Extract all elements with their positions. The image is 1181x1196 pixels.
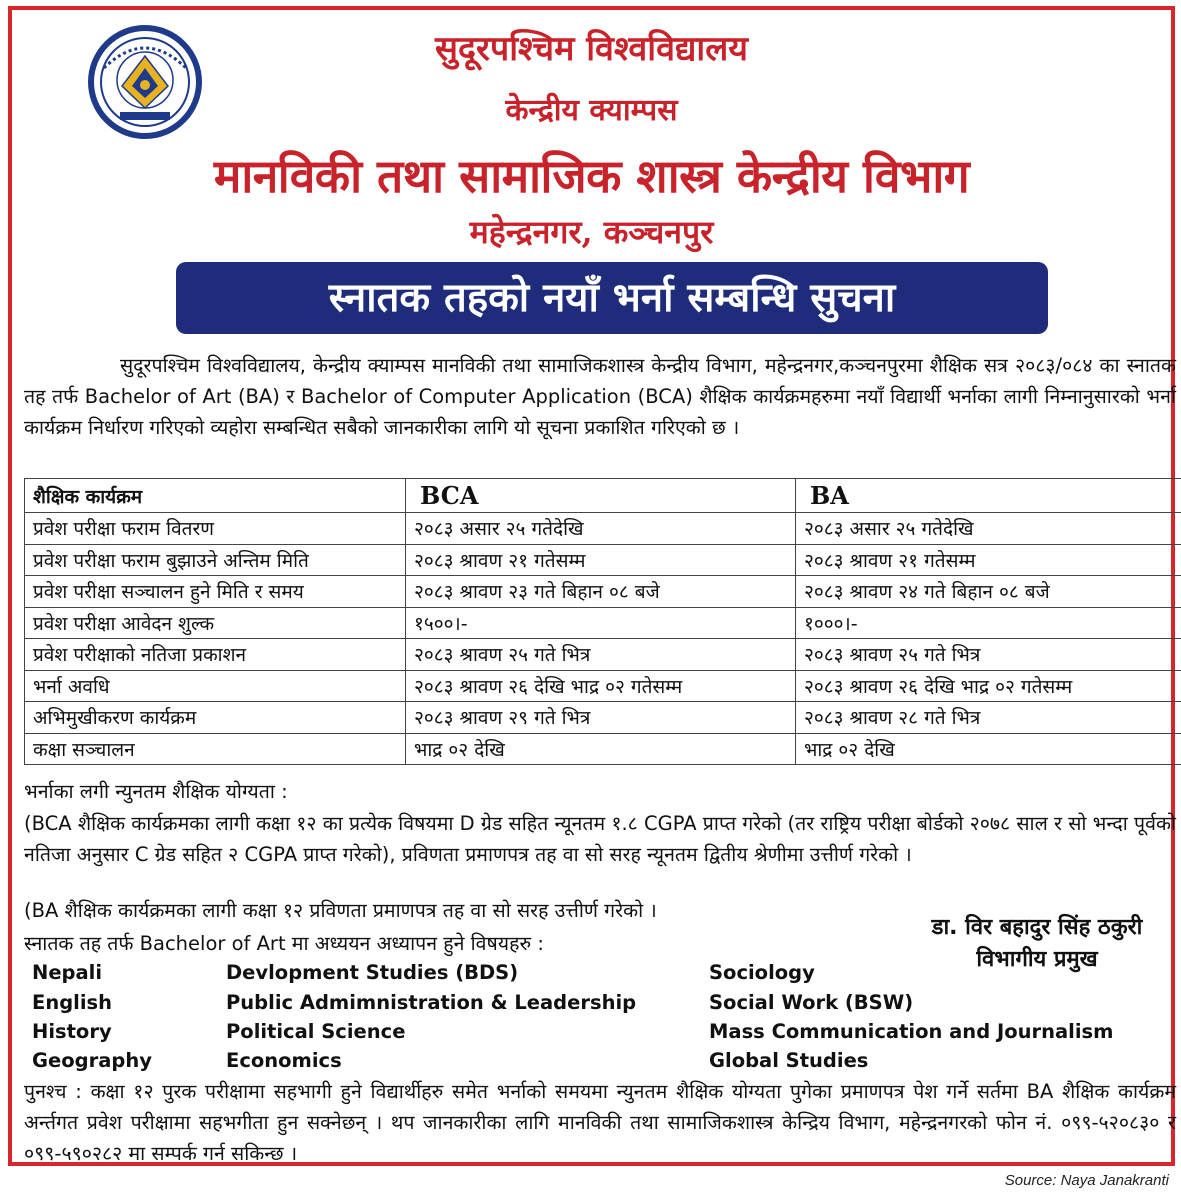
table-row <box>25 513 1181 545</box>
campus-name: केन्द्रीय क्याम्पस <box>505 93 678 128</box>
subject-item: Sociology <box>709 961 815 984</box>
bca-cell: २०८३ श्रावण २६ देखि भाद्र ०२ गतेसम्म <box>406 670 796 702</box>
subject-item: Global Studies <box>709 1049 869 1072</box>
row-label: प्रवेश परीक्षा फराम बुझाउने अन्तिम मिति <box>25 544 406 576</box>
subject-item: Geography <box>32 1049 152 1072</box>
row-label: प्रवेश परीक्षाको नतिजा प्रकाशन <box>25 639 406 671</box>
department-name: मानविकी तथा सामाजिक शास्त्र केन्द्रीय विभाग <box>213 149 970 203</box>
ba-cell: २०८३ श्रावण २५ गते भित्र <box>796 639 1181 671</box>
table-row <box>25 733 1181 765</box>
ba-cell: भाद्र ०२ देखि <box>796 733 1181 765</box>
university-name: सुदूरपश्चिम विश्वविद्यालय <box>434 29 749 69</box>
bca-cell: २०८३ श्रावण २५ गते भित्र <box>406 639 796 671</box>
subjects-list <box>32 958 1181 1078</box>
postscript-note: पुनश्च : कक्षा १२ पुरक परीक्षामा सहभागी हुने विद्यार्थीहरु समेत भर्नाको समयमा न्युनतम शैक्षिक योग्यता पुगेका प्रमाणपत्र पेश गर्ने सर्तमा BA शैक्षिक कार्यक्रम अर्न्तगत प्रवेश परीक्षामा सहभगीता हुन सक्नेछन् । थप जानकारीका लागि मानविकी तथा सामाजिकशास्त्र केन्द्रिय विभाग, महेन्द्रनगरको फोन नं. ०९९-५२०८३० र ०९९-५९०२८२ मा सम्पर्क गर्न सकिन्छ । <box>24 1080 1176 1165</box>
qualification-ba: (BA शैक्षिक कार्यक्रमका लागी कक्षा १२ प्रविणता प्रमाणपत्र तह वा सो सरह उत्तीर्ण गरेको । <box>24 899 657 922</box>
signatory-title: विभागीय प्रमुख <box>976 947 1098 972</box>
intro-paragraph: सुदूरपश्चिम विश्वविद्यालय, केन्द्रीय क्याम्पस मानविकी तथा सामाजिकशास्त्र केन्द्रीय विभाग, महेन्द्रनगर,कञ्चनपुरमा शैक्षिक सत्र २०८३/०८४ का स्नातक तह तर्फ Bachelor of Art (BA) र Bachelor of Computer Application (BCA) शैक्षिक कार्यक्रमहरुमा नयाँ विद्यार्थी भर्नाका लागी निम्नानुसारको भर्ना कार्यक्रम निर्धारण गरिएको व्यहोरा सम्बन्धित सबैको जानकारीका लागि यो सूचना प्रकाशित गरिएको छ । <box>24 354 1176 439</box>
bca-cell: २०८३ श्रावण २९ गते भित्र <box>406 702 796 734</box>
qualification-bca: (BCA शैक्षिक कार्यक्रमका लागी कक्षा १२ का प्रत्येक विषयमा D ग्रेड सहित न्यूनतम १.८ CGPA प्राप्त गरेको (तर राष्ट्रिय परीक्षा बोर्डको २०७८ साल र सो भन्दा पूर्वको नतिजा अनुसार C ग्रेड सहित २ CGPA प्राप्त गरेको), प्रविणता प्रमाणपत्र तह वा सो सरह न्यूनतम द्वितीय श्रेणीमा उत्तीर्ण गरेको । <box>24 812 1176 866</box>
subject-item: Economics <box>226 1049 342 1072</box>
bca-cell: २०८३ श्रावण २३ गते बिहान ०८ बजे <box>406 576 796 608</box>
subject-item: English <box>32 991 113 1014</box>
notice-title-banner: स्नातक तहको नयाँ भर्ना सम्बन्धि सुचना <box>176 262 1048 334</box>
subject-item: History <box>32 1020 112 1043</box>
bca-cell: २०८३ असार २५ गतेदेखि <box>406 513 796 545</box>
column-header-program: शैक्षिक कार्यक्रम <box>25 479 406 513</box>
subject-item: Public Admimnistration & Leadership <box>226 991 637 1014</box>
bca-cell: १५००।- <box>406 607 796 639</box>
bca-cell: २०८३ श्रावण २१ गतेसम्म <box>406 544 796 576</box>
row-label: प्रवेश परीक्षा सञ्चालन हुने मिति र समय <box>25 576 406 608</box>
subjects-intro: स्नातक तह तर्फ Bachelor of Art मा अध्ययन अध्यापन हुने विषयहरु : <box>24 932 544 955</box>
column-header-ba: BA <box>796 479 1181 513</box>
subject-item: Nepali <box>32 961 103 984</box>
ba-cell: २०८३ श्रावण २१ गतेसम्म <box>796 544 1181 576</box>
ba-cell: २०८३ श्रावण २८ गते भित्र <box>796 702 1181 734</box>
subject-item: Political Science <box>226 1020 406 1043</box>
admission-schedule-table <box>24 478 1181 765</box>
bca-cell: भाद्र ०२ देखि <box>406 733 796 765</box>
table-row <box>25 639 1181 671</box>
location: महेन्द्रनगर, कञ्चनपुर <box>469 213 714 251</box>
table-row <box>25 607 1181 639</box>
table-row <box>25 576 1181 608</box>
row-label: भर्ना अवधि <box>25 670 406 702</box>
subject-item: Social Work (BSW) <box>709 991 914 1014</box>
row-label: प्रवेश परीक्षा फराम वितरण <box>25 513 406 545</box>
subject-item: Devlopment Studies (BDS) <box>226 961 519 984</box>
ba-cell: २०८३ श्रावण २६ देखि भाद्र ०२ गतेसम्म <box>796 670 1181 702</box>
ba-cell: १०००।- <box>796 607 1181 639</box>
column-header-bca: BCA <box>406 479 796 513</box>
table-row <box>25 544 1181 576</box>
table-header-row <box>25 479 1181 513</box>
ba-cell: २०८३ श्रावण २४ गते बिहान ०८ बजे <box>796 576 1181 608</box>
table-row <box>25 702 1181 734</box>
source-credit: Source: Naya Janakranti <box>1004 1172 1169 1189</box>
qualification-title: भर्नाका लगी न्युनतम शैक्षिक योग्यता : <box>24 780 288 803</box>
row-label: कक्षा सञ्चालन <box>25 733 406 765</box>
ba-cell: २०८३ असार २५ गतेदेखि <box>796 513 1181 545</box>
signatory-name: डा. विर बहादुर सिंह ठकुरी <box>931 915 1143 940</box>
subject-item: Mass Communication and Journalism <box>709 1020 1114 1043</box>
notice-frame <box>8 6 1175 1166</box>
table-row <box>25 670 1181 702</box>
row-label: अभिमुखीकरण कार्यक्रम <box>25 702 406 734</box>
row-label: प्रवेश परीक्षा आवेदन शुल्क <box>25 607 406 639</box>
